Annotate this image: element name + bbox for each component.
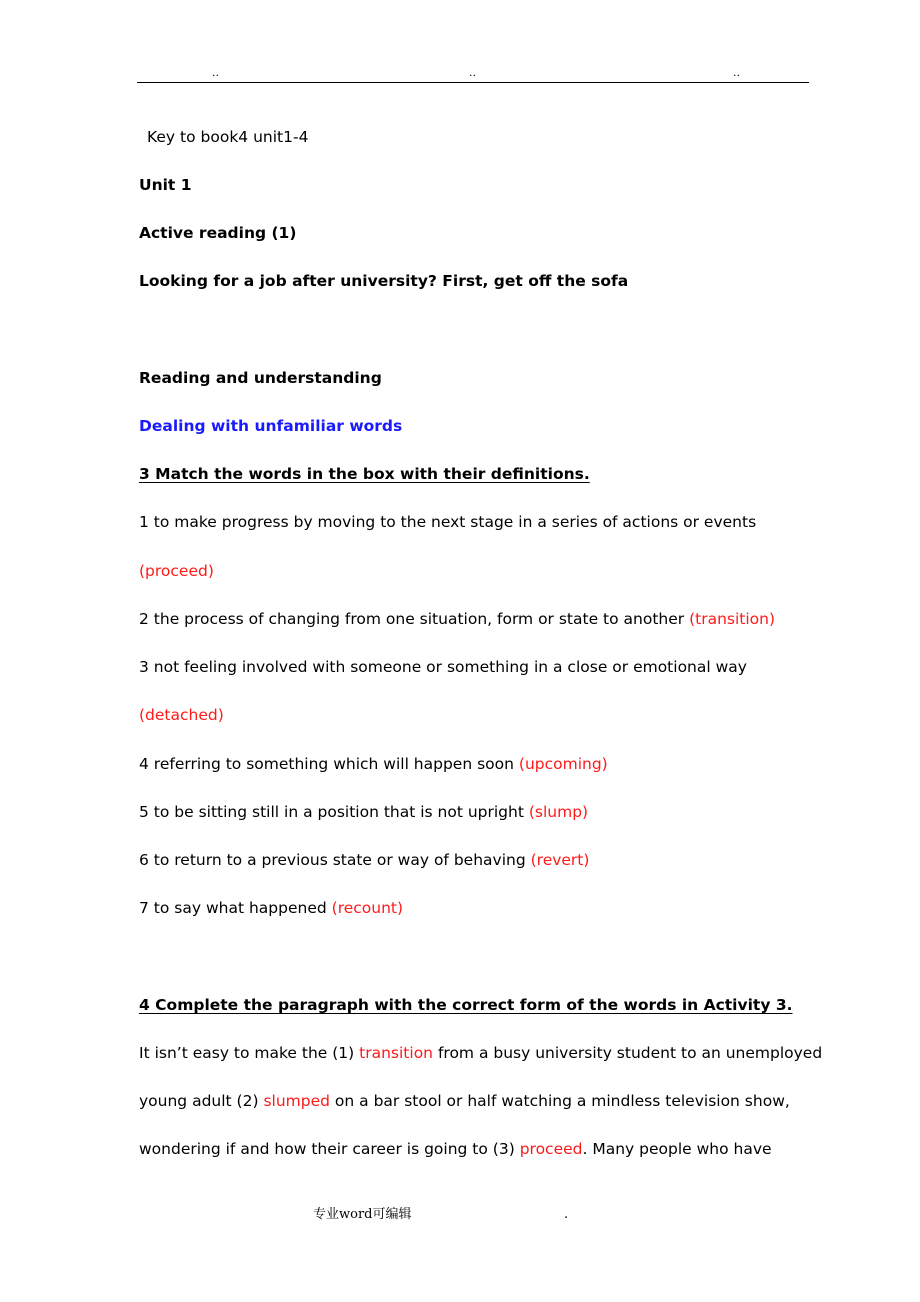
definition-text: 1 to make progress by moving to the next stage in a series of actions or events [139, 513, 757, 531]
paragraph-text: on a bar stool or half watching a mindless television show, [334, 1092, 790, 1110]
definition-item-5 [139, 801, 588, 823]
header-dots-right: .. [733, 66, 740, 79]
header-dots-center: .. [469, 66, 476, 79]
paragraph-text: . Many people who have [582, 1140, 772, 1158]
header-dots-left: .. [212, 66, 219, 79]
paragraph-text: It isn’t easy to make the (1) [139, 1044, 355, 1062]
definition-item-2 [139, 608, 775, 630]
unit-heading: Unit 1 [139, 176, 192, 194]
passage-title: Looking for a job after university? First, get off the sofa [139, 272, 629, 290]
definition-text: 7 to say what happened [139, 899, 327, 917]
paragraph-line-2 [139, 1090, 790, 1112]
definition-text: 4 referring to something which will happen soon [139, 755, 514, 773]
paragraph-answer-2: slumped [263, 1092, 330, 1110]
paragraph-answer-3: proceed [519, 1140, 583, 1158]
definition-answer: (upcoming) [518, 755, 608, 773]
subsection-heading: Reading and understanding [139, 369, 382, 387]
definition-text: 2 the process of changing from one situation, form or state to another [139, 610, 685, 628]
paragraph-line-3 [139, 1138, 772, 1160]
paragraph-text: from a busy university student to an unemployed [437, 1044, 823, 1062]
paragraph-line-1 [139, 1042, 822, 1064]
definition-item-3 [139, 656, 747, 678]
section-heading: Active reading (1) [139, 224, 297, 242]
definition-answer: (revert) [530, 851, 590, 869]
footer-dot: . [564, 1207, 569, 1222]
definition-item-4 [139, 753, 608, 775]
paragraph-text: young adult (2) [139, 1092, 259, 1110]
definition-answer-1: (proceed) [139, 562, 214, 580]
definition-item-6 [139, 849, 589, 871]
definition-answer: (slump) [528, 803, 589, 821]
skill-heading: Dealing with unfamiliar words [139, 417, 403, 435]
definition-text: 6 to return to a previous state or way of behaving [139, 851, 526, 869]
definition-answer-3: (detached) [139, 706, 224, 724]
paragraph-answer-1: transition [359, 1044, 434, 1062]
definition-item-1 [139, 511, 756, 533]
activity4-heading: 4 Complete the paragraph with the correct form of the words in Activity 3. [139, 996, 793, 1014]
paragraph-text: wondering if and how their career is going to (3) [139, 1140, 515, 1158]
document-title: Key to book4 unit1-4 [147, 128, 309, 146]
header-rule [137, 82, 809, 83]
definition-answer: (recount) [331, 899, 404, 917]
definition-item-7 [139, 897, 403, 919]
definition-text: 5 to be sitting still in a position that is not upright [139, 803, 524, 821]
definition-text: 3 not feeling involved with someone or something in a close or emotional way [139, 658, 747, 676]
activity3-heading: 3 Match the words in the box with their definitions. [139, 465, 590, 483]
footer-label: 专业word可编辑 [313, 1207, 412, 1222]
definition-answer: (transition) [689, 610, 776, 628]
